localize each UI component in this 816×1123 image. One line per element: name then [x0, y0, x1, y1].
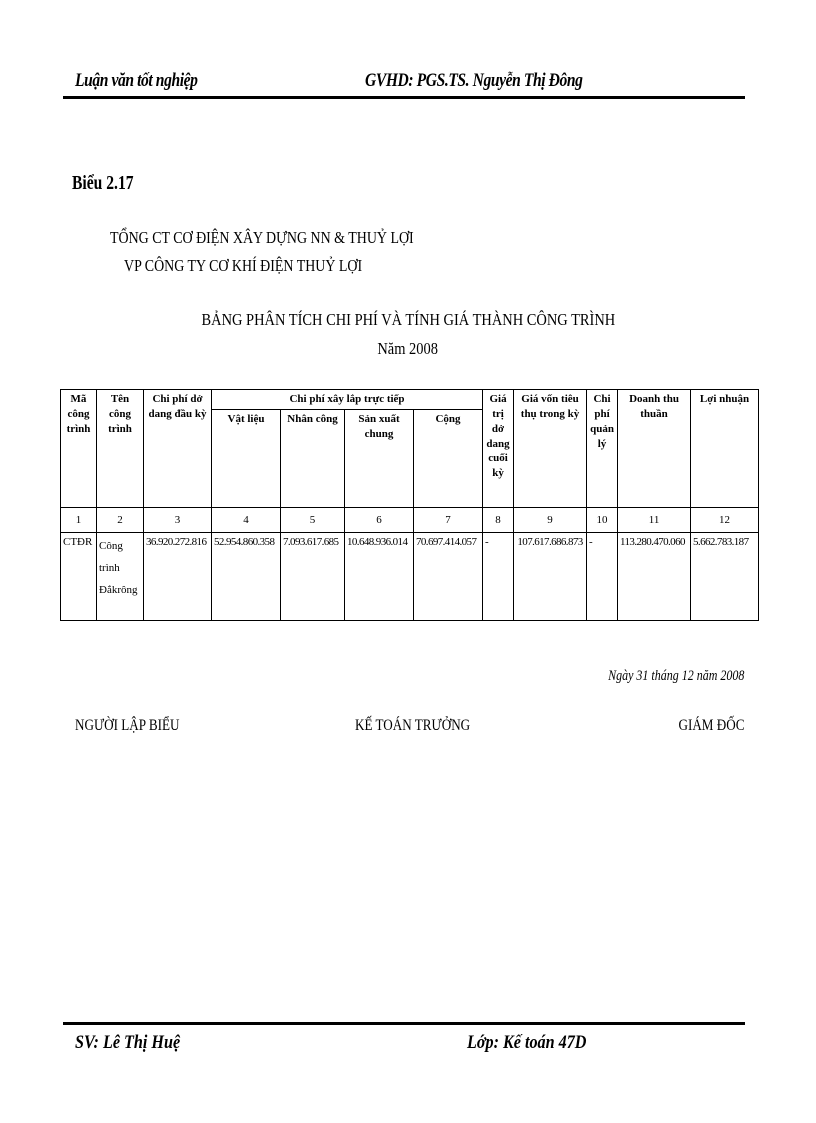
header-doanh-thu: Doanh thu thuần [618, 390, 691, 508]
footer-left: SV: Lê Thị Huệ [75, 1032, 181, 1053]
header-nhan-cong: Nhân công [281, 410, 345, 508]
cost-analysis-table [60, 389, 759, 621]
cell-cong: 70.697.414.057 [414, 533, 483, 621]
cell-gia-von: 107.617.686.873 [514, 533, 587, 621]
date-line: Ngày 31 tháng 12 năm 2008 [607, 668, 744, 684]
col-number: 6 [345, 508, 414, 533]
header-rule [63, 96, 745, 99]
header-cp-ql: Chi phí quản lý [587, 390, 618, 508]
cell-ma: CTĐR [61, 533, 97, 621]
header-vat-lieu: Vật liệu [212, 410, 281, 508]
header-left: Luận văn tốt nghiệp [75, 70, 198, 91]
cell-ten: Công trình Đắkrông [97, 533, 144, 621]
footer-right: Lớp: Kế toán 47D [467, 1032, 587, 1053]
header-loi-nhuan: Lợi nhuận [691, 390, 759, 508]
cell-loi-nhuan: 5.662.783.187 [691, 533, 759, 621]
org-unit: VP CÔNG TY CƠ KHÍ ĐIỆN THUỶ LỢI [124, 256, 363, 275]
header-ten: Tên công trình [97, 390, 144, 508]
header-gia-von: Giá vốn tiêu thụ trong kỳ [514, 390, 587, 508]
report-year: Năm 2008 [377, 339, 439, 358]
col-number: 2 [97, 508, 144, 533]
cell-doanh-thu: 113.280.470.060 [618, 533, 691, 621]
header-cpdd-dau: Chi phí dở dang đầu kỳ [144, 390, 212, 508]
header-ma: Mã công trình [61, 390, 97, 508]
col-number: 8 [483, 508, 514, 533]
table-row [61, 533, 759, 621]
col-number: 5 [281, 508, 345, 533]
col-number: 9 [514, 508, 587, 533]
col-number: 12 [691, 508, 759, 533]
header-cong: Cộng [414, 410, 483, 508]
sig-director: GIÁM ĐỐC [678, 717, 744, 734]
footer-rule [63, 1022, 745, 1025]
header-gt-dd-cuoi: Giá trị dở dang cuối kỳ [483, 390, 514, 508]
col-number: 11 [618, 508, 691, 533]
header-cp-truc-tiep: Chi phí xây lắp trực tiếp [212, 390, 483, 410]
cell-gt-dd-cuoi: - [483, 533, 514, 621]
cell-cp-ql: - [587, 533, 618, 621]
sig-chief-accountant: KẾ TOÁN TRƯỞNG [355, 717, 471, 734]
col-number: 10 [587, 508, 618, 533]
cell-cpdd-dau: 36.920.272.816 [144, 533, 212, 621]
header-sxc: Sản xuất chung [345, 410, 414, 508]
col-number: 7 [414, 508, 483, 533]
col-number: 1 [61, 508, 97, 533]
cell-nhan-cong: 7.093.617.685 [281, 533, 345, 621]
col-number: 4 [212, 508, 281, 533]
report-title: BẢNG PHÂN TÍCH CHI PHÍ VÀ TÍNH GIÁ THÀNH CÔNG TRÌNH [201, 310, 615, 329]
sig-preparer: NGƯỜI LẬP BIỂU [75, 717, 180, 734]
cell-sxc: 10.648.936.014 [345, 533, 414, 621]
col-number: 3 [144, 508, 212, 533]
header-right: GVHD: PGS.TS. Nguyễn Thị Đông [365, 70, 583, 91]
cell-vat-lieu: 52.954.860.358 [212, 533, 281, 621]
form-code: Biểu 2.17 [72, 172, 134, 194]
org-parent: TỔNG CT CƠ ĐIỆN XÂY DỰNG NN & THUỶ LỢI [110, 228, 414, 247]
